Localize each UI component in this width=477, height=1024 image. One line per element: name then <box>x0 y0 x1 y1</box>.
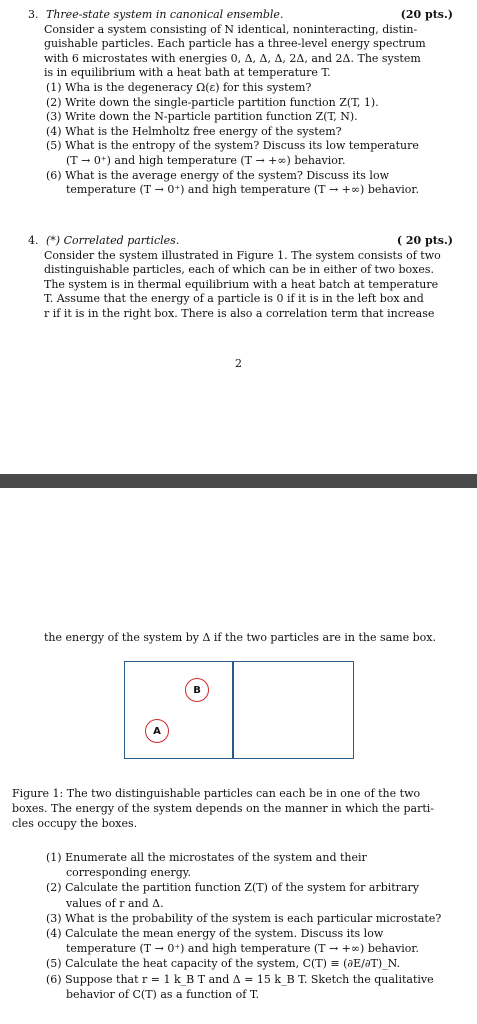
question-item: (1) Enumerate all the microstates of the system and their corresponding energy. <box>46 851 367 880</box>
particle-a: A <box>145 719 169 743</box>
question-item: (4) What is the Helmholtz free energy of the system? <box>46 124 342 138</box>
problem-3-number: 3. <box>28 8 39 21</box>
question-item: (4) Calculate the mean energy of the system. Discuss its low temperature (T → 0⁺) and high temperature (T → +∞) behavior. <box>46 927 419 956</box>
figure-caption <box>12 786 464 831</box>
particle-b: B <box>185 678 209 702</box>
problem-4-title: (*) Correlated particles. <box>46 234 180 247</box>
problem-4-points: ( 20 pts.) <box>396 234 453 247</box>
problem-4-body-line: r if it is in the right box. There is also a correlation term that increase <box>44 306 435 320</box>
problem-3-body <box>0 23 477 81</box>
caption-line: boxes. The energy of the system depends on the manner in which the parti- <box>12 802 435 815</box>
page-top <box>0 0 477 474</box>
problem-3-questions <box>0 81 477 198</box>
question-item: (3) Write down the N-particle partition function Z(T, N). <box>46 110 358 124</box>
problem-3 <box>0 8 477 198</box>
figure-boxes <box>124 661 354 759</box>
problem-3-title: Three-state system in canonical ensemble. <box>46 8 284 21</box>
problem-3-body-line: guishable particles. Each particle has a three-level energy spectrum <box>44 37 426 51</box>
problem-4 <box>0 234 477 322</box>
question-item: (6) Suppose that r = 1 k_B T and Δ = 15 k_B T. Sketch the qualitative behavior of C(T) as a function of T. <box>46 972 434 1001</box>
problem-4-number: 4. <box>28 234 39 247</box>
question-item: (6) What is the average energy of the system? Discuss its low temperature (T → 0⁺) and high temperature (T → +∞) behavior. <box>46 168 419 197</box>
problem-3-points: (20 pts.) <box>400 8 453 21</box>
problem-4-body <box>0 249 477 322</box>
caption-line: cles occupy the boxes. <box>12 817 138 830</box>
page-number: 2 <box>235 357 242 370</box>
question-item: (2) Calculate the partition function Z(T) of the system for arbitrary values of r and Δ. <box>46 881 419 910</box>
question-item: (5) Calculate the heat capacity of the system, C(T) ≡ (∂E/∂T)_N. <box>46 957 401 971</box>
caption-line: Figure 1: The two distinguishable particles can each be in one of the two <box>12 787 421 800</box>
question-item: (2) Write down the single-particle partition function Z(T, 1). <box>46 95 379 109</box>
problem-4-header <box>0 234 477 249</box>
continuation-text: the energy of the system by Δ if the two particles are in the same box. <box>44 631 436 644</box>
problem-4-body-line: Consider the system illustrated in Figure 1. The system consists of two <box>44 248 441 262</box>
question-item: (1) Wha is the degeneracy Ω(ε) for this system? <box>46 80 312 94</box>
page-separator <box>0 474 477 488</box>
problem-3-body-line: Consider a system consisting of N identical, noninteracting, distin- <box>44 22 418 36</box>
question-item: (3) What is the probability of the system is each particular microstate? <box>46 911 442 925</box>
problem-4-body-line: The system is in thermal equilibrium with a heat batch at temperature <box>44 277 439 291</box>
question-item: (5) What is the entropy of the system? Discuss its low temperature (T → 0⁺) and high temperature (T → +∞) behavior. <box>46 139 419 167</box>
problem-4-questions <box>0 850 477 1002</box>
problem-3-header <box>0 8 477 23</box>
box-divider <box>232 662 234 758</box>
problem-4-body-line: T. Assume that the energy of a particle is 0 if it is in the left box and <box>44 292 424 306</box>
problem-3-body-line: is in equilibrium with a heat bath at temperature T. <box>44 66 331 80</box>
problem-3-body-line: with 6 microstates with energies 0, Δ, Δ, Δ, 2Δ, and 2Δ. The system <box>44 51 421 65</box>
problem-4-body-line: distinguishable particles, each of which can be in either of two boxes. <box>44 263 435 277</box>
